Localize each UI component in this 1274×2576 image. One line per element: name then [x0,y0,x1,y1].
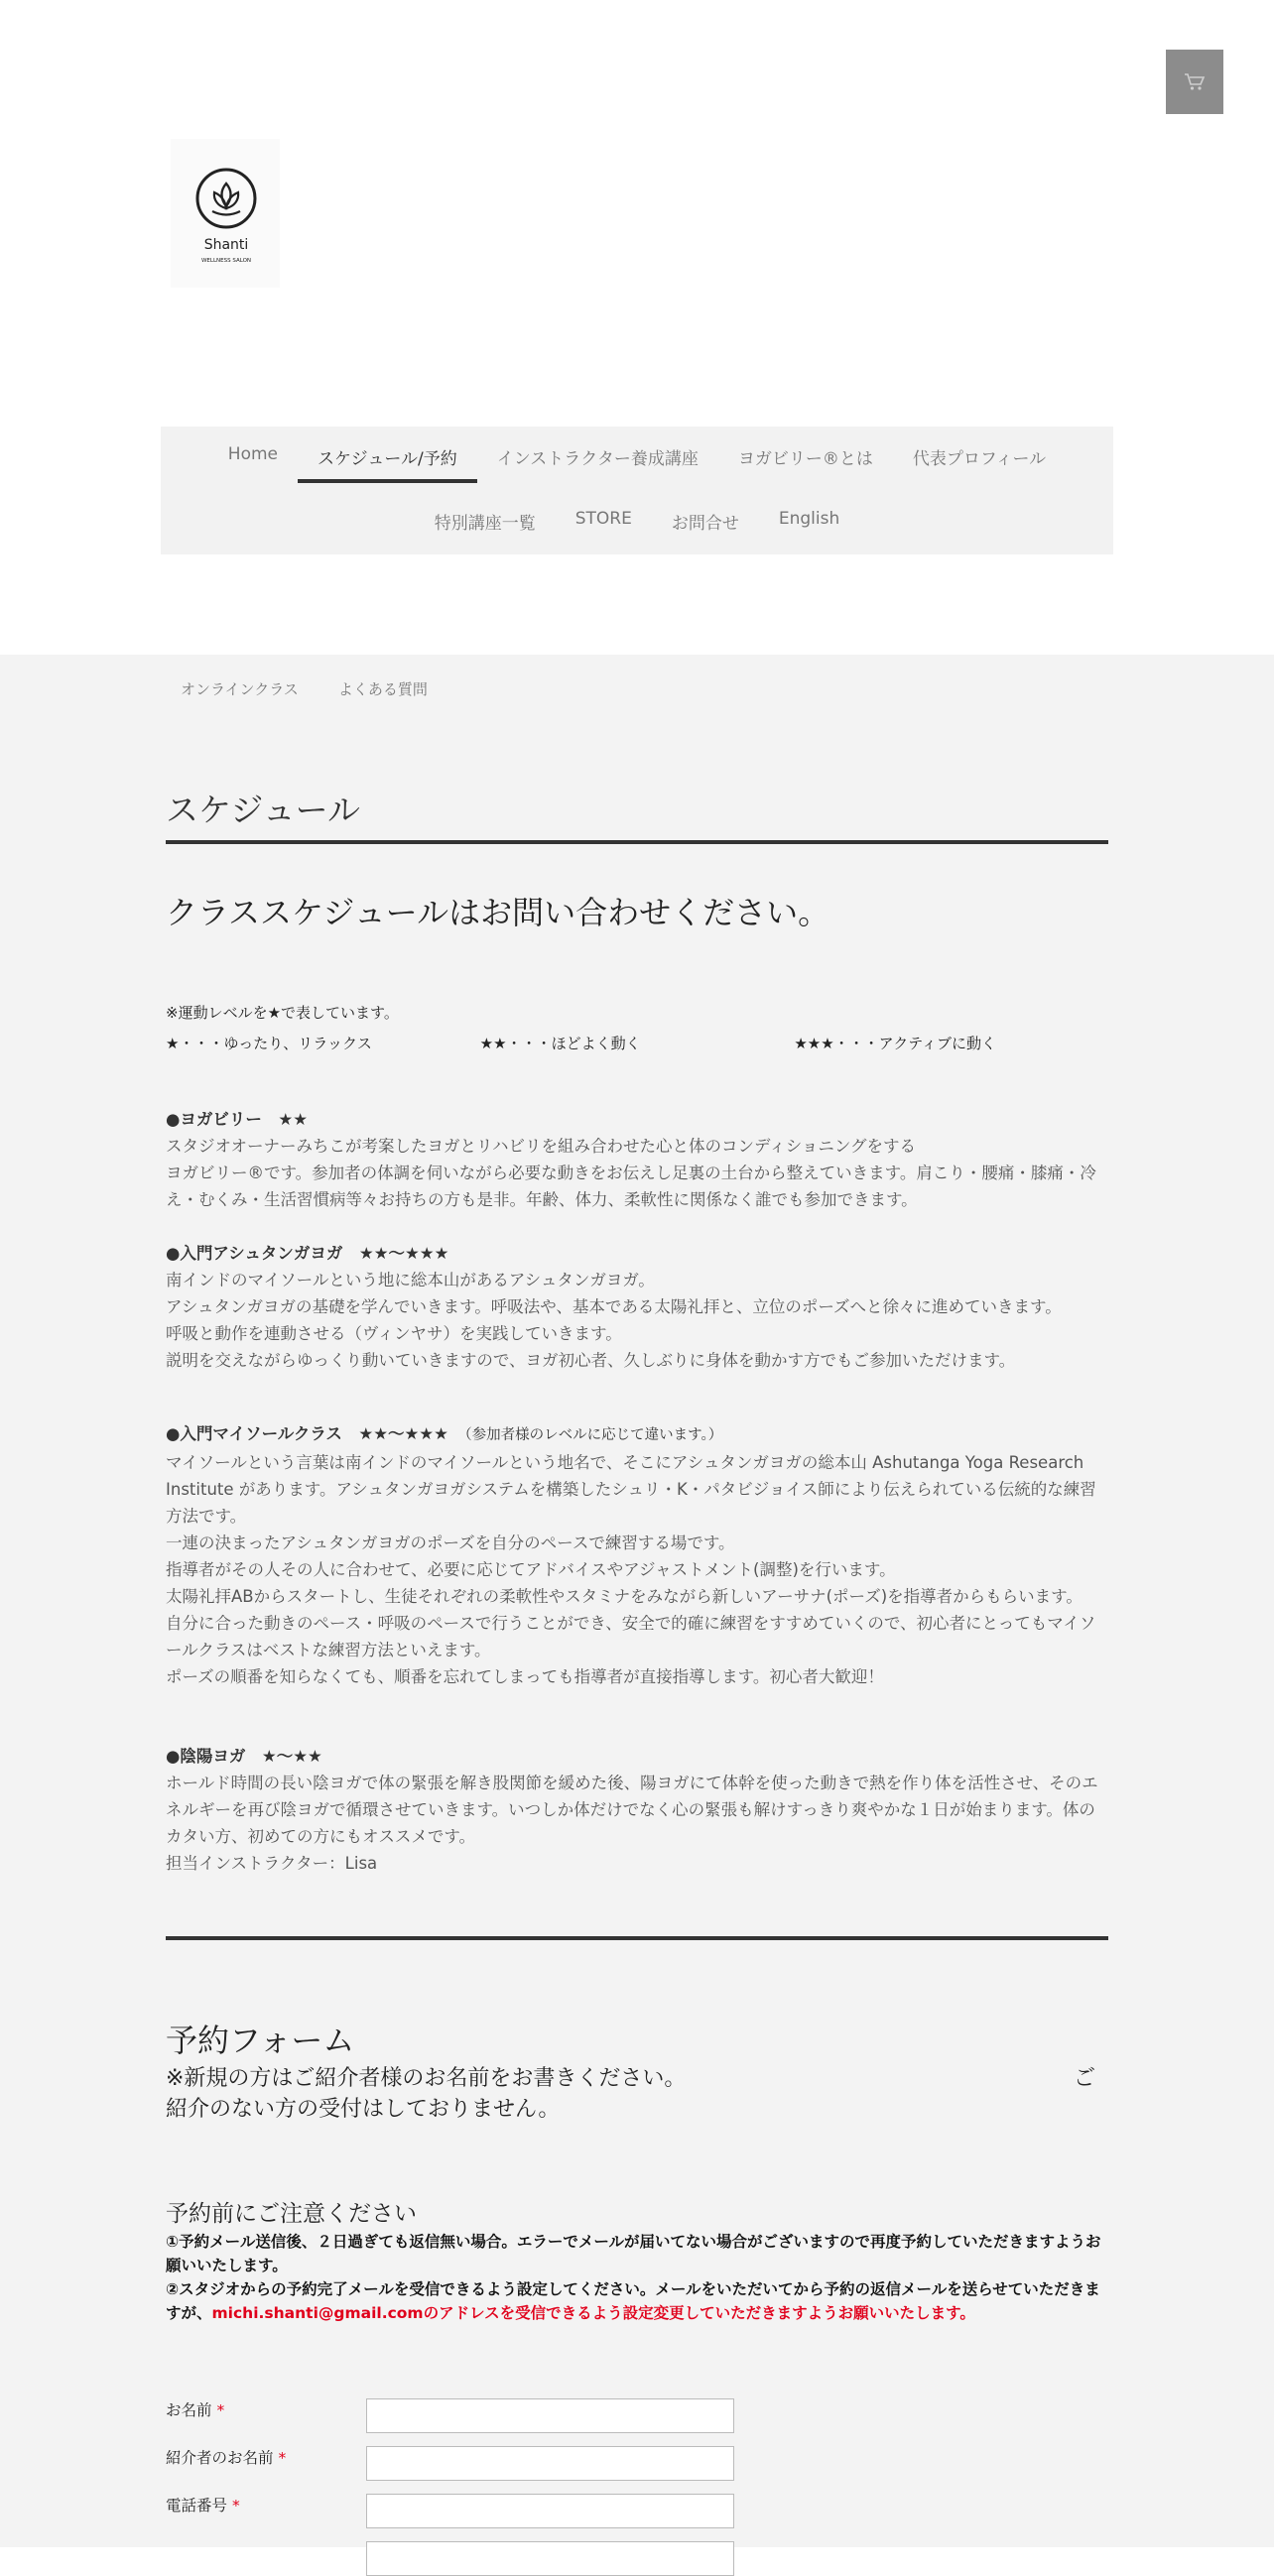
class-desc: ポーズの順番を知らなくても、順番を忘れてしまっても指導者が直接指導します。初心者大歓迎！ [166,1667,884,1686]
nav-contact[interactable]: お問合せ [671,514,739,534]
lotus-logo-icon [171,139,280,288]
level-2: ★★・・・ほどよく動く [479,1035,641,1052]
name-label: お名前 * [166,2401,225,2419]
notice-2: ②スタジオからの予約完了メールを受信できるよう設定してください。メールをいただいてから予約の返信メールを送らせていただきますが、 [166,2280,1100,2322]
class-title: ●陰陽ヨガ ★〜★★ [166,1747,322,1766]
class-ashtanga [166,1240,1108,1374]
level-1: ★・・・ゆったり、リラックス [166,1035,372,1052]
name-input[interactable] [366,2398,734,2433]
svg-text:WELLNESS SALON: WELLNESS SALON [200,258,252,264]
nav-english[interactable]: English [778,509,840,529]
class-title-note: （参加者様のレベルに応じて違います。） [464,1427,723,1443]
class-title: ●ヨガビリー ★★ [166,1110,308,1129]
class-desc: アシュタンガヨガの基礎を学んでいきます。呼吸法や、基本である太陽礼拝と、立位のポーズへと徐々に進めていきます。 [166,1297,1062,1316]
main-nav [161,427,1113,554]
class-desc: スタジオオーナーみちこが考案したヨガとリハビリを組み合わせた心と体のコンディショニングをする [166,1137,917,1156]
subnav-online-class[interactable]: オンラインクラス [181,680,299,698]
nav-instructor-course[interactable]: インストラクター養成講座 [496,449,699,469]
class-desc: 指導者がその人その人に合わせて、必要に応じてアドバイスやアジャストメント(調整)を行います。 [166,1560,896,1579]
nav-home[interactable]: Home [227,444,278,464]
form-note-line1-end: ご [1074,2066,1096,2091]
sub-nav [181,678,428,699]
form-note-line2: 紹介のない方の受付はしておりません。 [166,2097,561,2122]
svg-text:Shanti: Shanti [203,237,249,253]
level-3: ★★★・・・アクティブに動く [794,1035,997,1052]
class-schedule-heading: クラススケジュールはお問い合わせください。 [166,894,830,931]
class-title: ●入門アシュタンガヨガ ★★〜★★★ [166,1244,449,1263]
notice-title: 予約前にご注意ください [166,2201,417,2227]
class-desc: 自分に合った動きのペース・呼吸のペースで行うことができ、安全で的確に練習をすすめていくので、初心者にとってもマイソールクラスはベストな練習方法といえます。 [166,1614,1096,1659]
class-mysore [166,1420,1108,1690]
nav-profile[interactable]: 代表プロフィール [912,449,1047,469]
class-desc: 呼吸と動作を連動させる（ヴィンヤサ）を実践していきます。 [166,1324,622,1343]
next-input[interactable] [366,2541,734,2576]
page-title: スケジュール [166,791,361,829]
referrer-label: 紹介者のお名前 * [166,2449,287,2467]
nav-yogabilly[interactable]: ヨガビリー®とは [737,449,873,469]
class-desc: ヨガビリー®です。参加者の体調を伺いながら必要な動きをお伝えし足裏の土台から整えていきます。肩こり・腰痛・膝痛・冷え・むくみ・生活習慣病等々お持ちの方も是非。年齢、体力、柔軟性に関係なく誰でも参加できます。 [166,1164,1096,1209]
class-desc: ホールド時間の長い陰ヨガで体の緊張を解き股関節を緩めた後、陽ヨガにて体幹を使った動きで熱を作り体を活性させ、そのエネルギーを再び陰ヨガで循環させていきます。いつしか体だけでなく心の緊張も解けすっきり爽やかな１日が始まります。体のカタい方、初めての方にもオススメです。 [166,1774,1098,1846]
class-yogabilly [166,1106,1108,1213]
phone-input[interactable] [366,2494,734,2528]
form-note [166,2063,1108,2125]
class-desc: 一連の決まったアシュタンガヨガのポーズを自分のペースで練習する場です。 [166,1533,735,1552]
divider [166,840,1108,844]
class-desc: 南インドのマイソールという地に総本山があるアシュタンガヨガ。 [166,1271,655,1289]
cart-button[interactable] [1166,50,1223,114]
notice-text [166,2230,1108,2325]
referrer-input[interactable] [366,2446,734,2481]
form-title: 予約フォーム [166,2022,355,2059]
level-legend [166,1033,1108,1053]
nav-store[interactable]: STORE [574,509,632,529]
nav-schedule[interactable]: スケジュール/予約 [298,427,477,485]
notice-1: ①予約メール送信後、２日過ぎても返信無い場合。エラーでメールが届いてない場合がございますので再度予約していただきますようお願いいたします。 [166,2233,1101,2274]
instructor: 担当インストラクター：Lisa [166,1854,378,1873]
phone-label: 電話番号 * [166,2497,240,2515]
class-title: ●入門マイソールクラス ★★〜★★★ [166,1424,448,1443]
class-desc: 太陽礼拝ABからスタートし、生徒それぞれの柔軟性やスタミナをみながら新しいアーサナ(ポーズ)を指導者からもらいます。 [166,1587,1083,1606]
level-note: ※運動レベルを★で表しています。 [166,1004,399,1022]
notice-2-email: michi.shanti@gmail.comのアドレスを受信できるよう設定変更していただきますようお願いいたします。 [211,2304,975,2322]
site-logo[interactable] [171,139,280,288]
class-yin-yang [166,1743,1108,1877]
cart-icon [1184,72,1206,92]
page-header [0,0,1274,655]
form-note-line1: ※新規の方はご紹介者様のお名前をお書きください。 [166,2066,687,2091]
class-desc: マイソールという言葉は南インドのマイソールという地名で、そこにアシュタンガヨガの総本山 Ashutanga Yoga Research Institute があります。アシュタンガヨガシステムを構築したシュリ・K・パタビジョイス師により伝えられている伝統的な練習方法です。 [166,1453,1096,1526]
subnav-faq[interactable]: よくある質問 [337,680,428,698]
divider [166,1936,1108,1940]
class-desc: 説明を交えながらゆっくり動いていきますので、ヨガ初心者、久しぶりに身体を動かす方でもご参加いただけます。 [166,1351,1016,1370]
main-content [0,655,1274,2547]
nav-special-courses[interactable]: 特別講座一覧 [434,514,536,534]
